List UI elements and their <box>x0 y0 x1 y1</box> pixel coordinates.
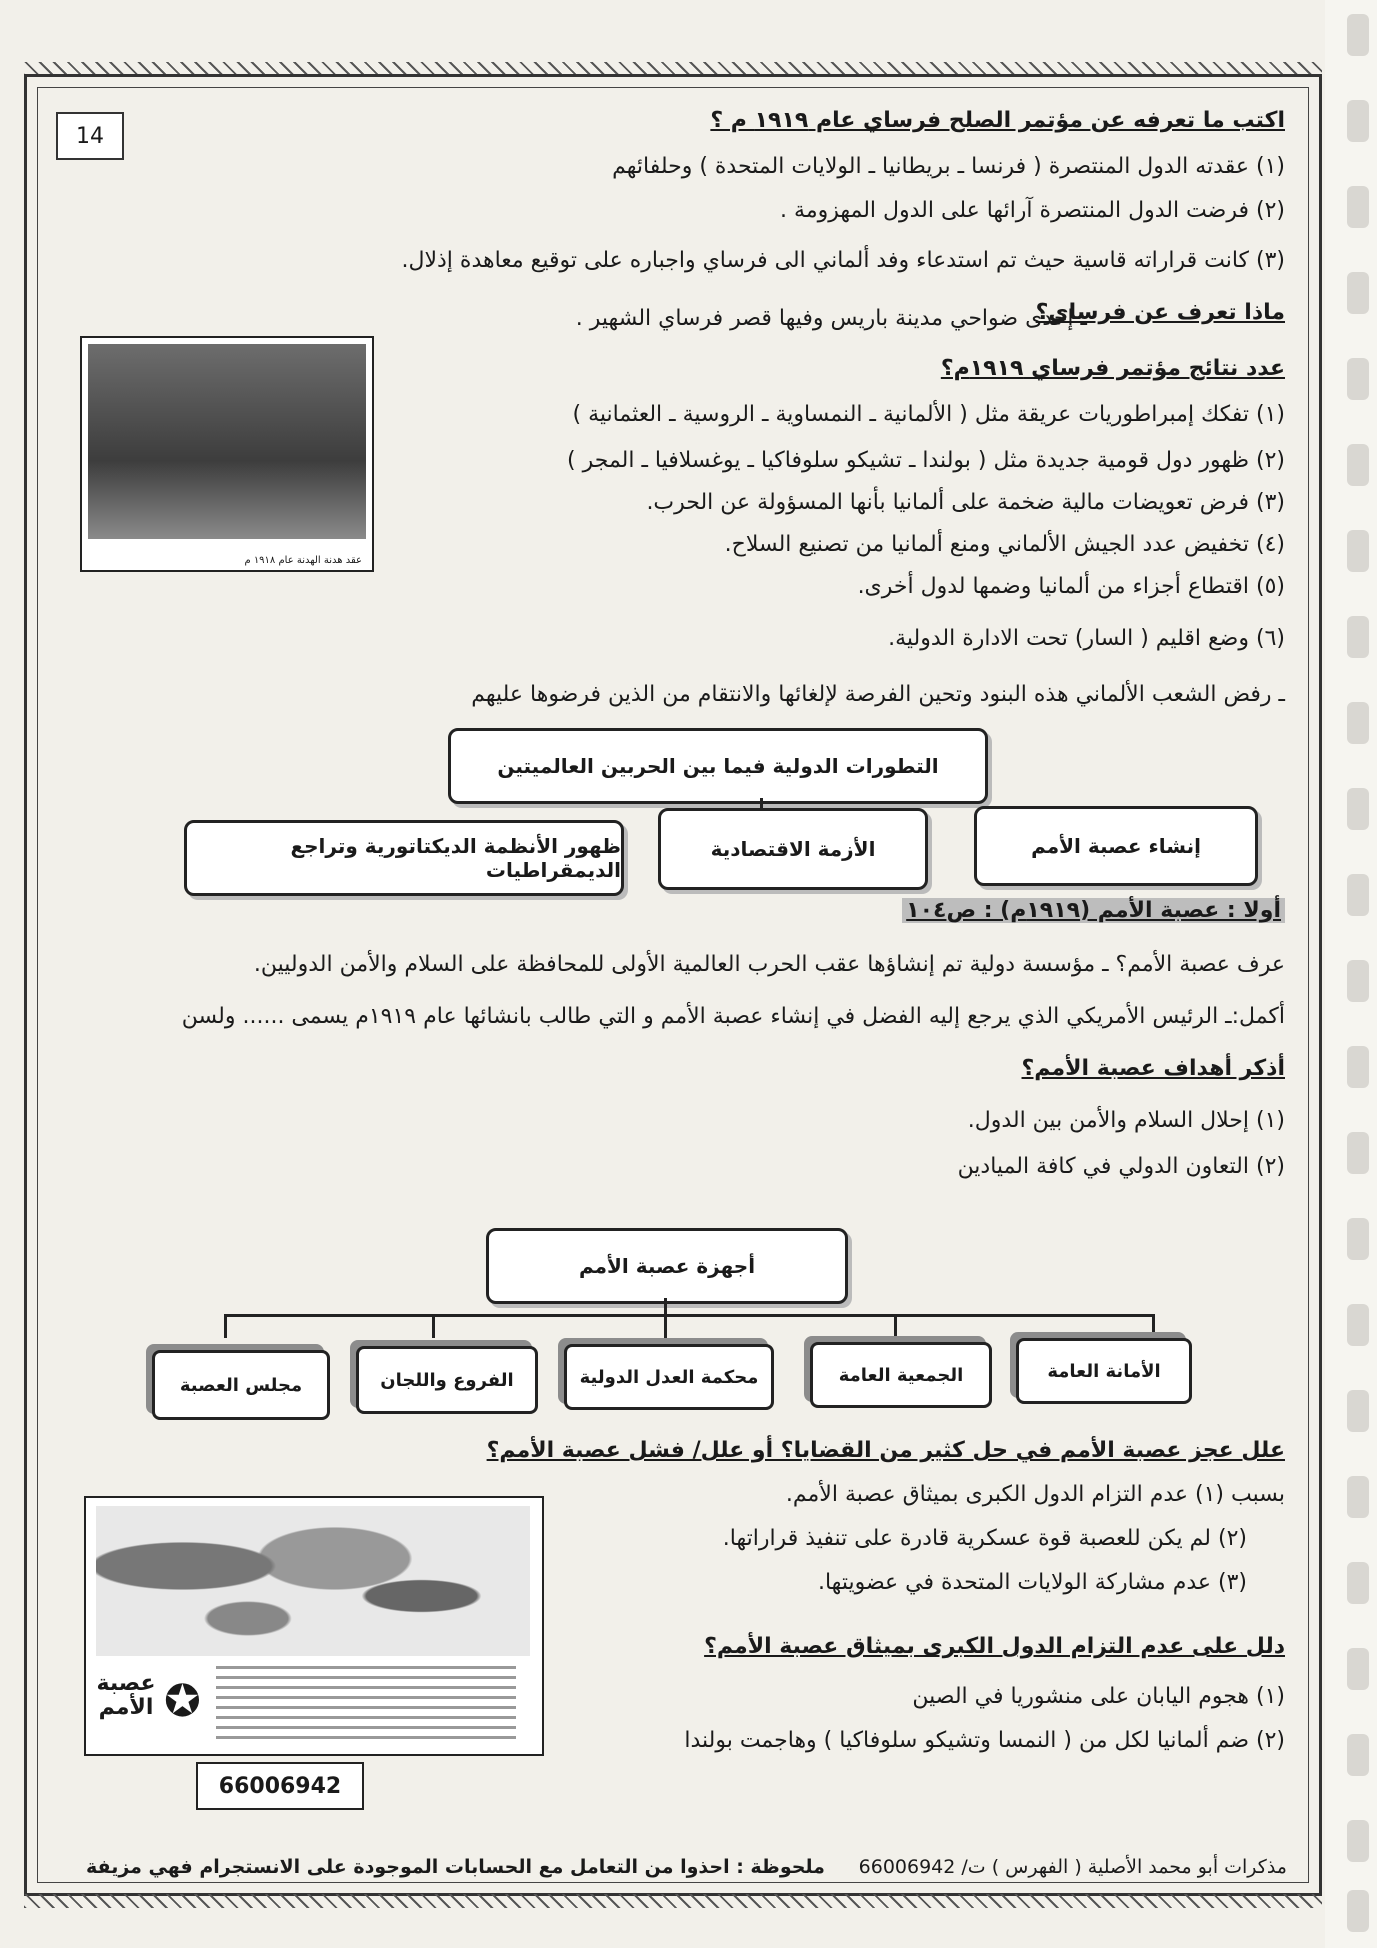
binder-ring <box>1347 1390 1369 1432</box>
result-item: (١) تفكك إمبراطوريات عريقة مثل ( الألمانية ـ النمساوية ـ الروسية ـ العثمانية ) <box>572 402 1285 427</box>
binder-ring <box>1347 272 1369 314</box>
paris-point: (٢) فرضت الدول المنتصرة آرائها على الدول المهزومة . <box>780 198 1285 223</box>
proof-item: (١) هجوم اليابان على منشوريا في الصين <box>912 1684 1285 1709</box>
binder-ring <box>1347 1648 1369 1690</box>
results-rejection: ـ رفض الشعب الألماني هذه البنود وتحين الفرصة لإلغائها والانتقام من الذين فرضوها عليهم <box>471 682 1285 707</box>
binder-ring <box>1347 1734 1369 1776</box>
binder-ring <box>1347 1304 1369 1346</box>
question-results: عدد نتائج مؤتمر فرساي ١٩١٩م؟ <box>940 356 1285 381</box>
result-item: (٤) تخفيض عدد الجيش الألماني ومنع ألمانيا من تصنيع السلاح. <box>724 532 1285 557</box>
binder-strip <box>1325 0 1377 1948</box>
footer-note: ملحوظة : احذوا من التعامل مع الحسابات الموجودة على الانستجرام فهي مزيفة <box>86 1856 825 1878</box>
binder-ring <box>1347 100 1369 142</box>
binder-ring <box>1347 1890 1369 1932</box>
league-complete: أكمل:ـ الرئيس الأمريكي الذي يرجع إليه الفضل في إنشاء عصبة الأمم و التي طالب بانشائها عام ١٩١٩م يسمى ...... ولسن <box>181 1004 1285 1029</box>
binder-ring <box>1347 14 1369 56</box>
question-paris-conference: اكتب ما تعرفه عن مؤتمر الصلح فرساي عام ١٩١٩ م ؟ <box>710 108 1285 133</box>
league-goal: (١) إحلال السلام والأمن بين الدول. <box>967 1108 1285 1133</box>
armistice-photo <box>80 336 374 572</box>
league-world-map <box>84 1496 544 1756</box>
star-icon: ✪ <box>164 1676 201 1727</box>
binder-ring <box>1347 788 1369 830</box>
failure-reason: بسبب (١) عدم التزام الدول الكبرى بميثاق عصبة الأمم. <box>785 1482 1285 1507</box>
league-definition: عرف عصبة الأمم؟ ـ مؤسسة دولية تم إنشاؤها عقب الحرب العالمية الأولى للمحافظة على السلام والأمن الدوليين. <box>253 952 1285 977</box>
binder-ring <box>1347 186 1369 228</box>
branch-dictatorships: ظهور الأنظمة الديكتاتورية وتراجع الديمقراطيات <box>184 820 624 896</box>
binder-ring <box>1347 1132 1369 1174</box>
binder-ring <box>1347 702 1369 744</box>
result-item: (٦) وضع اقليم ( السار) تحت الادارة الدولية. <box>888 626 1285 651</box>
branch-league-founding: إنشاء عصبة الأمم <box>974 806 1258 886</box>
failure-reason: (٣) عدم مشاركة الولايات المتحدة في عضويتها. <box>817 1570 1247 1595</box>
map-legend <box>216 1666 516 1746</box>
diagram-title-organs: أجهزة عصبة الأمم <box>486 1228 848 1304</box>
league-logo-text: عصبة الأمم <box>96 1671 156 1720</box>
question-league-goals: أذكر أهداف عصبة الأمم؟ <box>1021 1056 1285 1081</box>
league-goal: (٢) التعاون الدولي في كافة الميادين <box>957 1154 1285 1179</box>
result-item: (٣) فرض تعويضات مالية ضخمة على ألمانيا بأنها المسؤولة عن الحرب. <box>646 490 1285 515</box>
world-map-image <box>96 1506 530 1656</box>
binder-ring <box>1347 530 1369 572</box>
organ-court-of-justice: محكمة العدل الدولية <box>564 1344 774 1410</box>
binder-ring <box>1347 1476 1369 1518</box>
binder-ring <box>1347 616 1369 658</box>
result-item: (٢) ظهور دول قومية جديدة مثل ( بولندا ـ تشيكو سلوفاكيا ـ يوغسلافيا ـ المجر ) <box>567 448 1285 473</box>
answer-versailles: ـ إحدى ضواحي مدينة باريس وفيها قصر فرساي الشهير . <box>575 306 1087 331</box>
binder-ring <box>1347 1218 1369 1260</box>
binder-ring <box>1347 1820 1369 1862</box>
paris-point: (٣) كانت قراراته قاسية حيث تم استدعاء وفد ألماني الى فرساي واجباره على توقيع معاهدة إذلال. <box>401 248 1285 273</box>
binder-ring <box>1347 874 1369 916</box>
failure-reason: (٢) لم يكن للعصبة قوة عسكرية قادرة على تنفيذ قراراتها. <box>722 1526 1247 1551</box>
paris-point: (١) عقدته الدول المنتصرة ( فرنسا ـ بريطانيا ـ الولايات المتحدة ) وحلفائهم <box>612 154 1285 179</box>
result-item: (٥) اقتطاع أجزاء من ألمانيا وضمها لدول أخرى. <box>857 574 1285 599</box>
binder-ring <box>1347 1562 1369 1604</box>
question-versailles: ماذا تعرف عن فرساي؟ <box>1035 300 1285 325</box>
footer-author: مذكرات أبو محمد الأصلية ( الفهرس ) ت/ 66006942 <box>858 1856 1287 1878</box>
photo-caption: عقد هدنة الهدنة عام ١٩١٨ م <box>244 555 362 566</box>
organ-general-assembly: الجمعية العامة <box>810 1342 992 1408</box>
phone-box: 66006942 <box>196 1762 364 1810</box>
page-number: 14 <box>56 112 124 160</box>
diagram-title-interwar: التطورات الدولية فيما بين الحربين العالميتين <box>448 728 988 804</box>
binder-ring <box>1347 358 1369 400</box>
organ-council: مجلس العصبة <box>152 1350 330 1420</box>
proof-item: (٢) ضم ألمانيا لكل من ( النمسا وتشيكو سلوفاكيا ) وهاجمت بولندا <box>684 1728 1285 1753</box>
binder-ring <box>1347 1046 1369 1088</box>
organ-branches-committees: الفروع واللجان <box>356 1346 538 1414</box>
binder-ring <box>1347 444 1369 486</box>
binder-ring <box>1347 960 1369 1002</box>
branch-economic-crisis: الأزمة الاقتصادية <box>658 808 928 890</box>
decorative-border-bottom <box>24 1894 1322 1908</box>
organ-secretariat: الأمانة العامة <box>1016 1338 1192 1404</box>
question-proof: دلل على عدم التزام الدول الكبرى بميثاق عصبة الأمم؟ <box>704 1634 1285 1659</box>
question-league-failure: علل عجز عصبة الأمم في حل كثير من القضايا؟ أو علل/ فشل عصبة الأمم؟ <box>486 1438 1285 1463</box>
section-heading-league: أولا : عصبة الأمم (١٩١٩م) : ص١٠٤ <box>902 896 1285 926</box>
